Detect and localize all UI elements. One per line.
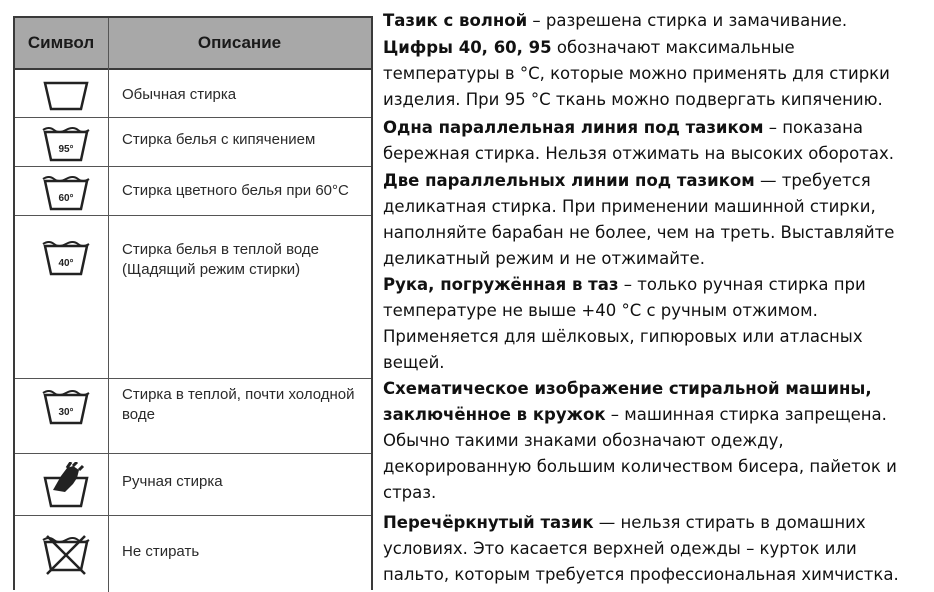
temp-label: 30° xyxy=(58,407,74,418)
para-bold: Цифры 40, 60, 95 xyxy=(383,38,552,57)
do-not-wash-icon xyxy=(39,532,93,576)
temp-label: 40° xyxy=(58,258,74,269)
table-header xyxy=(15,18,371,70)
table-row xyxy=(15,68,371,118)
para-text: — требуется деликатная стирка. При применении машинной стирки, наполняйте барабан не более, чем на треть. Выставляйте деликатный режим и не отжимайте. xyxy=(383,171,895,268)
temp-label: 60° xyxy=(58,193,74,204)
para-bold: Рука, погружённая в таз xyxy=(383,275,619,294)
row-description: Ручная стирка xyxy=(122,473,223,490)
para-text: – разрешена стирка и замачивание. xyxy=(527,11,848,30)
para-text: – показана бережная стирка. Нельзя отжимать на высоких оборотах. xyxy=(383,118,894,163)
table-row xyxy=(15,167,371,216)
row-description: Стирка цветного белья при 60°С xyxy=(122,182,349,199)
table-row xyxy=(15,118,371,167)
para-one-line xyxy=(383,115,928,167)
para-temperature xyxy=(383,35,928,113)
washtub-40-icon xyxy=(39,236,93,280)
para-text: — нельзя стирать в домашних условиях. Это касается верхней одежды – курток или пальто, которым требуется профессиональная химчистка. xyxy=(383,513,899,584)
washtub-icon xyxy=(39,71,93,115)
para-machine-circle xyxy=(383,376,928,506)
para-wave-tub xyxy=(383,8,928,34)
row-description: Стирка в теплой, почти холодной воде xyxy=(122,386,355,423)
header-symbol: Символ xyxy=(27,33,95,52)
para-text: – только ручная стирка при температуре не выше +40 °С с ручным отжимом. Применяется для шёлковых, гипюровых или атласных вещей. xyxy=(383,275,866,372)
para-bold: Перечёркнутый тазик xyxy=(383,513,594,532)
table-row xyxy=(15,516,371,592)
row-description: Обычная стирка xyxy=(122,86,237,103)
row-description: Не стирать xyxy=(122,543,200,560)
para-hand-wash xyxy=(383,272,928,376)
table-row xyxy=(15,454,371,516)
hand-wash-icon xyxy=(39,462,93,510)
washtub-60-icon xyxy=(39,171,93,215)
wash-symbols-table xyxy=(13,16,373,590)
para-two-lines xyxy=(383,168,928,272)
washtub-95-icon xyxy=(39,122,93,166)
header-description: Описание xyxy=(197,33,282,52)
temp-label: 95° xyxy=(58,144,74,155)
para-bold: Тазик с волной xyxy=(383,11,528,30)
para-crossed-tub xyxy=(383,510,928,588)
row-description: Стирка белья с кипячением xyxy=(122,131,316,148)
row-description: Стирка белья в теплой воде (Щадящий режим стирки) xyxy=(122,241,319,278)
table-row xyxy=(15,379,371,454)
table-row xyxy=(15,216,371,379)
para-bold: Одна параллельная линия под тазиком xyxy=(383,118,764,137)
para-text: обозначают максимальные температуры в °С, которые можно применять для стирки изделия. При 95 °С ткань можно подвергать кипячению. xyxy=(383,38,890,109)
para-bold: Схематическое изображение стиральной машины, заключённое в кружок xyxy=(383,379,872,424)
para-bold: Две параллельных линии под тазиком xyxy=(383,171,755,190)
para-text: – машинная стирка запрещена. Обычно такими знаками обозначают одежду, декорированную большим количеством бисера, пайеток и страз. xyxy=(383,405,897,502)
washtub-30-icon xyxy=(39,385,93,429)
